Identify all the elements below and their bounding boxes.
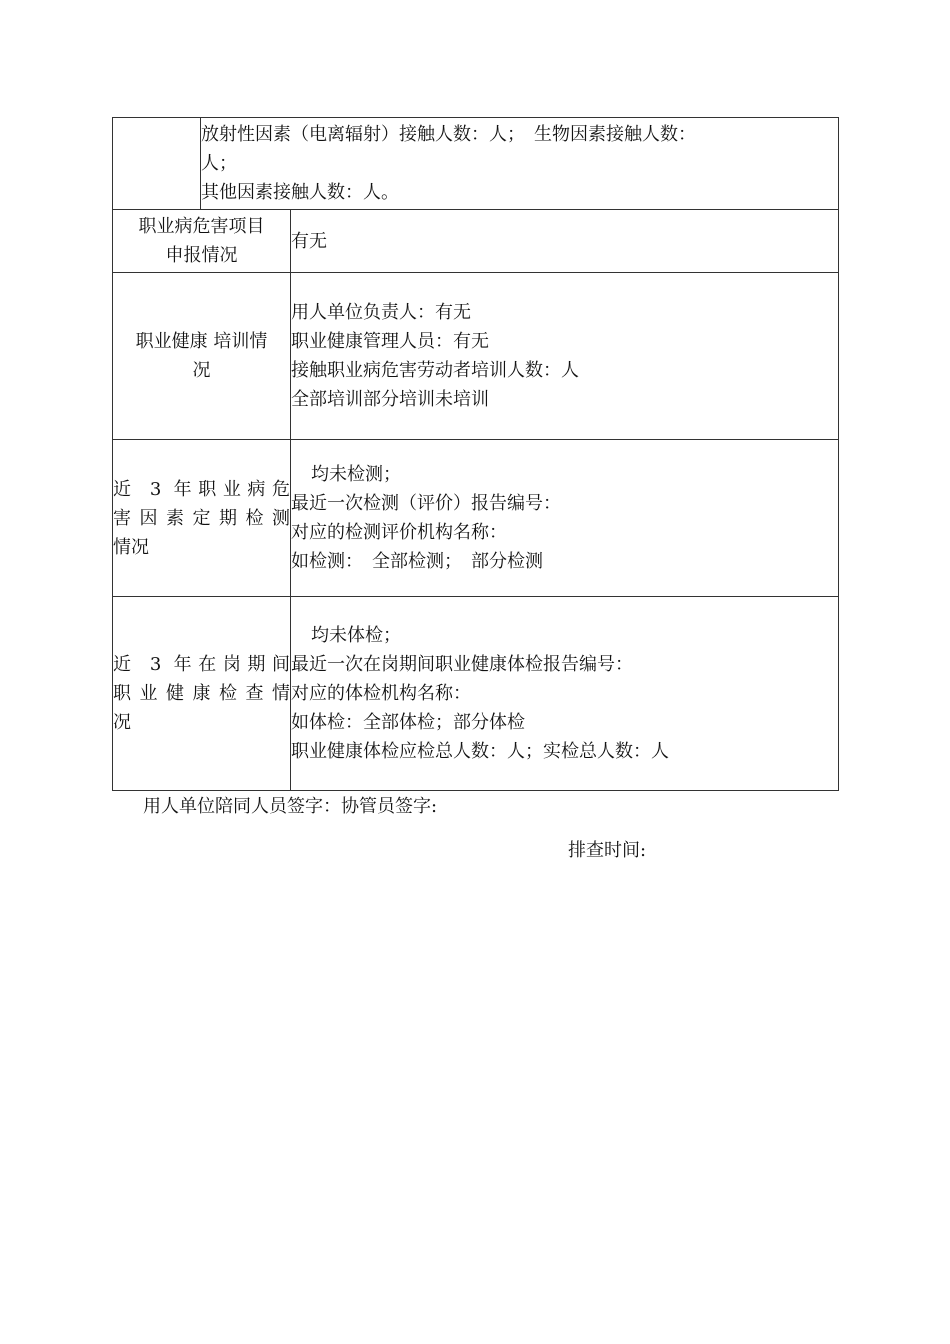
detection-line: 最近一次检测（评价）报告编号： bbox=[291, 493, 561, 514]
examination-content-cell bbox=[291, 597, 839, 791]
detection-label-line: 近 3 年职业病危 bbox=[113, 478, 290, 500]
training-line: 职业健康管理人员：有无 bbox=[291, 331, 489, 352]
declaration-label-cell bbox=[113, 210, 291, 273]
training-line: 接触职业病危害劳动者培训人数：人 bbox=[291, 360, 579, 381]
examination-line: 均未体检； bbox=[311, 625, 401, 646]
training-label-line2: 况 bbox=[192, 360, 211, 381]
inspection-form-table bbox=[112, 117, 839, 791]
declaration-value-cell bbox=[291, 210, 839, 273]
examination-line: 职业健康体检应检总人数：人；实检总人数：人 bbox=[291, 741, 669, 762]
declaration-label-line2: 申报情况 bbox=[165, 245, 238, 266]
examination-label-cell bbox=[113, 597, 291, 791]
radiation-exposure-line: 放射性因素（电离辐射）接触人数：人； 生物因素接触人数： bbox=[201, 124, 696, 145]
detection-line: 对应的检测评价机构名称： bbox=[291, 522, 507, 543]
training-label-cell bbox=[113, 273, 291, 440]
declaration-label-line1: 职业病危害项目 bbox=[138, 216, 265, 237]
training-label-line1: 职业健康 培训情 bbox=[135, 331, 268, 352]
detection-line: 均未检测； bbox=[311, 464, 401, 485]
detection-label-cell bbox=[113, 440, 291, 597]
exposure-content-cell bbox=[201, 118, 839, 210]
examination-row bbox=[113, 597, 839, 791]
detection-line: 如检测： 全部检测； 部分检测 bbox=[291, 551, 543, 572]
detection-label-line: 情况 bbox=[113, 536, 149, 558]
inspection-time-line: 排查时间: bbox=[568, 840, 647, 861]
examination-label-line: 近 3 年在岗期间 bbox=[113, 654, 290, 675]
detection-label-line: 害因素定期检测 bbox=[113, 507, 290, 529]
declaration-row bbox=[113, 210, 839, 273]
exposure-row bbox=[113, 118, 839, 210]
empty-label-cell bbox=[113, 118, 201, 210]
examination-line: 对应的体检机构名称： bbox=[291, 683, 471, 704]
training-line: 用人单位负责人：有无 bbox=[291, 302, 471, 323]
detection-content-cell bbox=[291, 440, 839, 597]
training-content-cell bbox=[291, 273, 839, 440]
examination-label-line: 况 bbox=[113, 712, 131, 733]
detection-row bbox=[113, 440, 839, 597]
examination-line: 最近一次在岗期间职业健康体检报告编号： bbox=[291, 654, 633, 675]
biological-exposure-continued: 人； bbox=[201, 153, 237, 174]
examination-line: 如体检：全部体检；部分体检 bbox=[291, 712, 525, 733]
declaration-value: 有无 bbox=[291, 230, 327, 252]
examination-label-line: 职业健康检查情 bbox=[113, 683, 290, 704]
training-row bbox=[113, 273, 839, 440]
signature-line: 用人单位陪同人员签字：协管员签字: bbox=[143, 796, 438, 817]
other-exposure-line: 其他因素接触人数：人。 bbox=[201, 182, 399, 203]
training-line: 全部培训部分培训未培训 bbox=[291, 389, 489, 410]
